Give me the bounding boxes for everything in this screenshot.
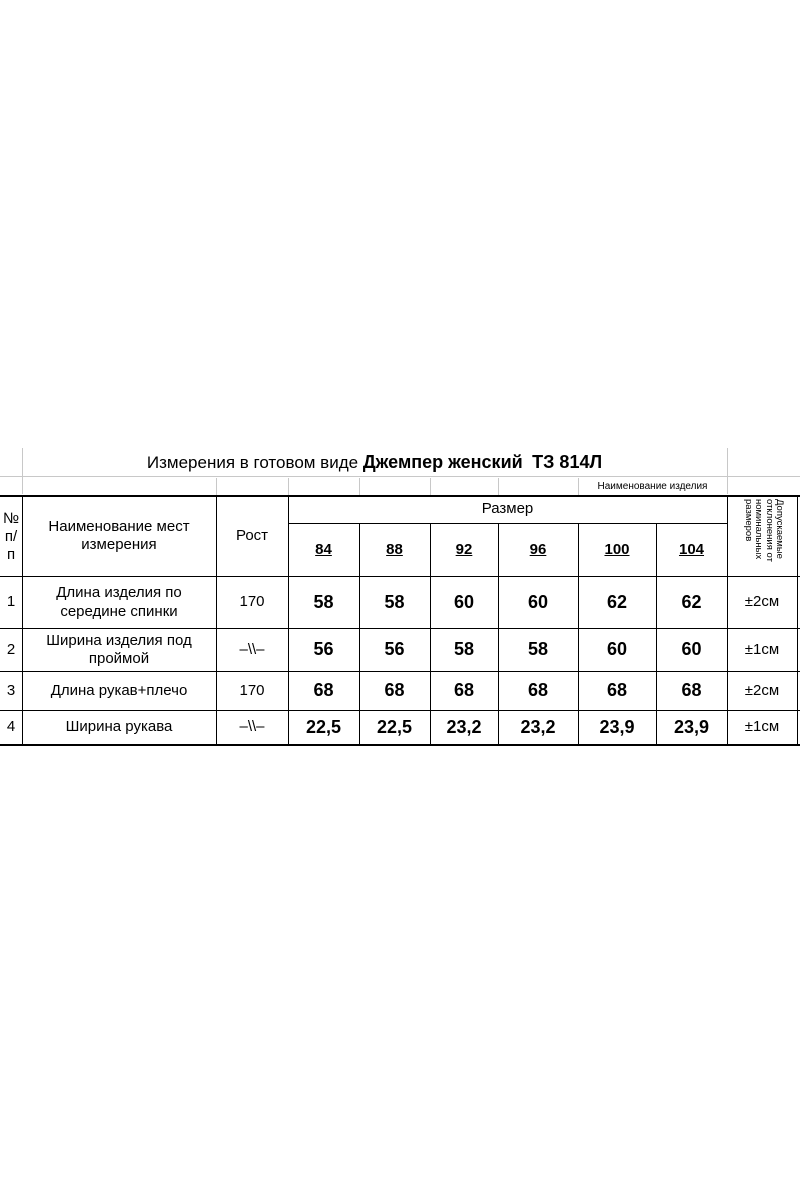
row-3-value: 68: [384, 680, 405, 701]
row-2-value: 56: [384, 639, 405, 660]
size-96: 96: [529, 540, 547, 558]
size-88: 88: [386, 540, 403, 558]
row-4-value: 22,5: [305, 716, 342, 737]
row-4-value: 23,9: [673, 716, 710, 737]
row-2-value: 60: [606, 639, 628, 660]
row-1-value: 58: [313, 591, 334, 612]
size-92: 92: [455, 540, 473, 558]
row-4-name: Ширина рукава: [65, 718, 173, 736]
row-4-tolerance: ±1см: [744, 718, 780, 736]
header-measure-name: Наименование мест измерения: [48, 517, 190, 553]
row-2-value: 58: [453, 639, 475, 660]
size-100: 100: [604, 540, 630, 558]
row-3-value: 68: [453, 680, 475, 701]
row-3-value: 68: [527, 680, 549, 701]
title-prefix: Измерения в готовом виде: [146, 452, 359, 472]
row-3-tolerance: ±2см: [744, 681, 780, 699]
row-4-height: –\\–: [239, 718, 265, 736]
row-1-height: 170: [239, 593, 265, 611]
row-4-num: 4: [6, 718, 16, 736]
product-name-label: Наименование изделия: [597, 480, 708, 492]
page-title: [22, 450, 727, 476]
size-104: 104: [678, 540, 705, 558]
header-num: № п/ п: [3, 509, 20, 564]
header-size: Размер: [481, 500, 534, 518]
row-1-num: 1: [6, 593, 16, 611]
row-2-tolerance: ±1см: [744, 640, 780, 658]
row-3-value: 68: [681, 680, 702, 701]
row-2-name: Ширина изделия под проймой: [46, 631, 192, 667]
row-2-value: 58: [527, 639, 549, 660]
row-1-value: 58: [384, 591, 405, 612]
row-3-name: Длина рукав+плечо: [50, 681, 188, 699]
header-tolerance: Допускаемые отклонения от номинальных размеров: [742, 499, 785, 562]
row-4-value: 23,2: [446, 716, 482, 737]
row-2-height: –\\–: [239, 640, 265, 658]
row-3-value: 68: [606, 680, 628, 701]
row-2-num: 2: [6, 640, 16, 658]
title-code: ТЗ 814Л: [532, 452, 603, 473]
row-4-value: 22,5: [376, 716, 413, 737]
row-3-num: 3: [6, 681, 16, 699]
size-84: 84: [315, 540, 332, 558]
row-1-name: Длина изделия по середине спинки: [56, 584, 182, 620]
row-1-tolerance: ±2см: [744, 593, 780, 611]
row-2-value: 60: [681, 639, 702, 660]
row-2-value: 56: [313, 639, 334, 660]
header-height: Рост: [235, 526, 269, 544]
title-product: Джемпер женский: [362, 452, 523, 473]
row-1-value: 62: [606, 591, 628, 612]
measurement-table: [0, 448, 800, 748]
row-4-value: 23,2: [520, 716, 556, 737]
row-1-value: 62: [681, 591, 702, 612]
row-3-height: 170: [239, 681, 265, 699]
row-1-value: 60: [527, 591, 549, 612]
row-1-value: 60: [453, 591, 475, 612]
row-4-value: 23,9: [599, 716, 635, 737]
row-3-value: 68: [313, 680, 334, 701]
